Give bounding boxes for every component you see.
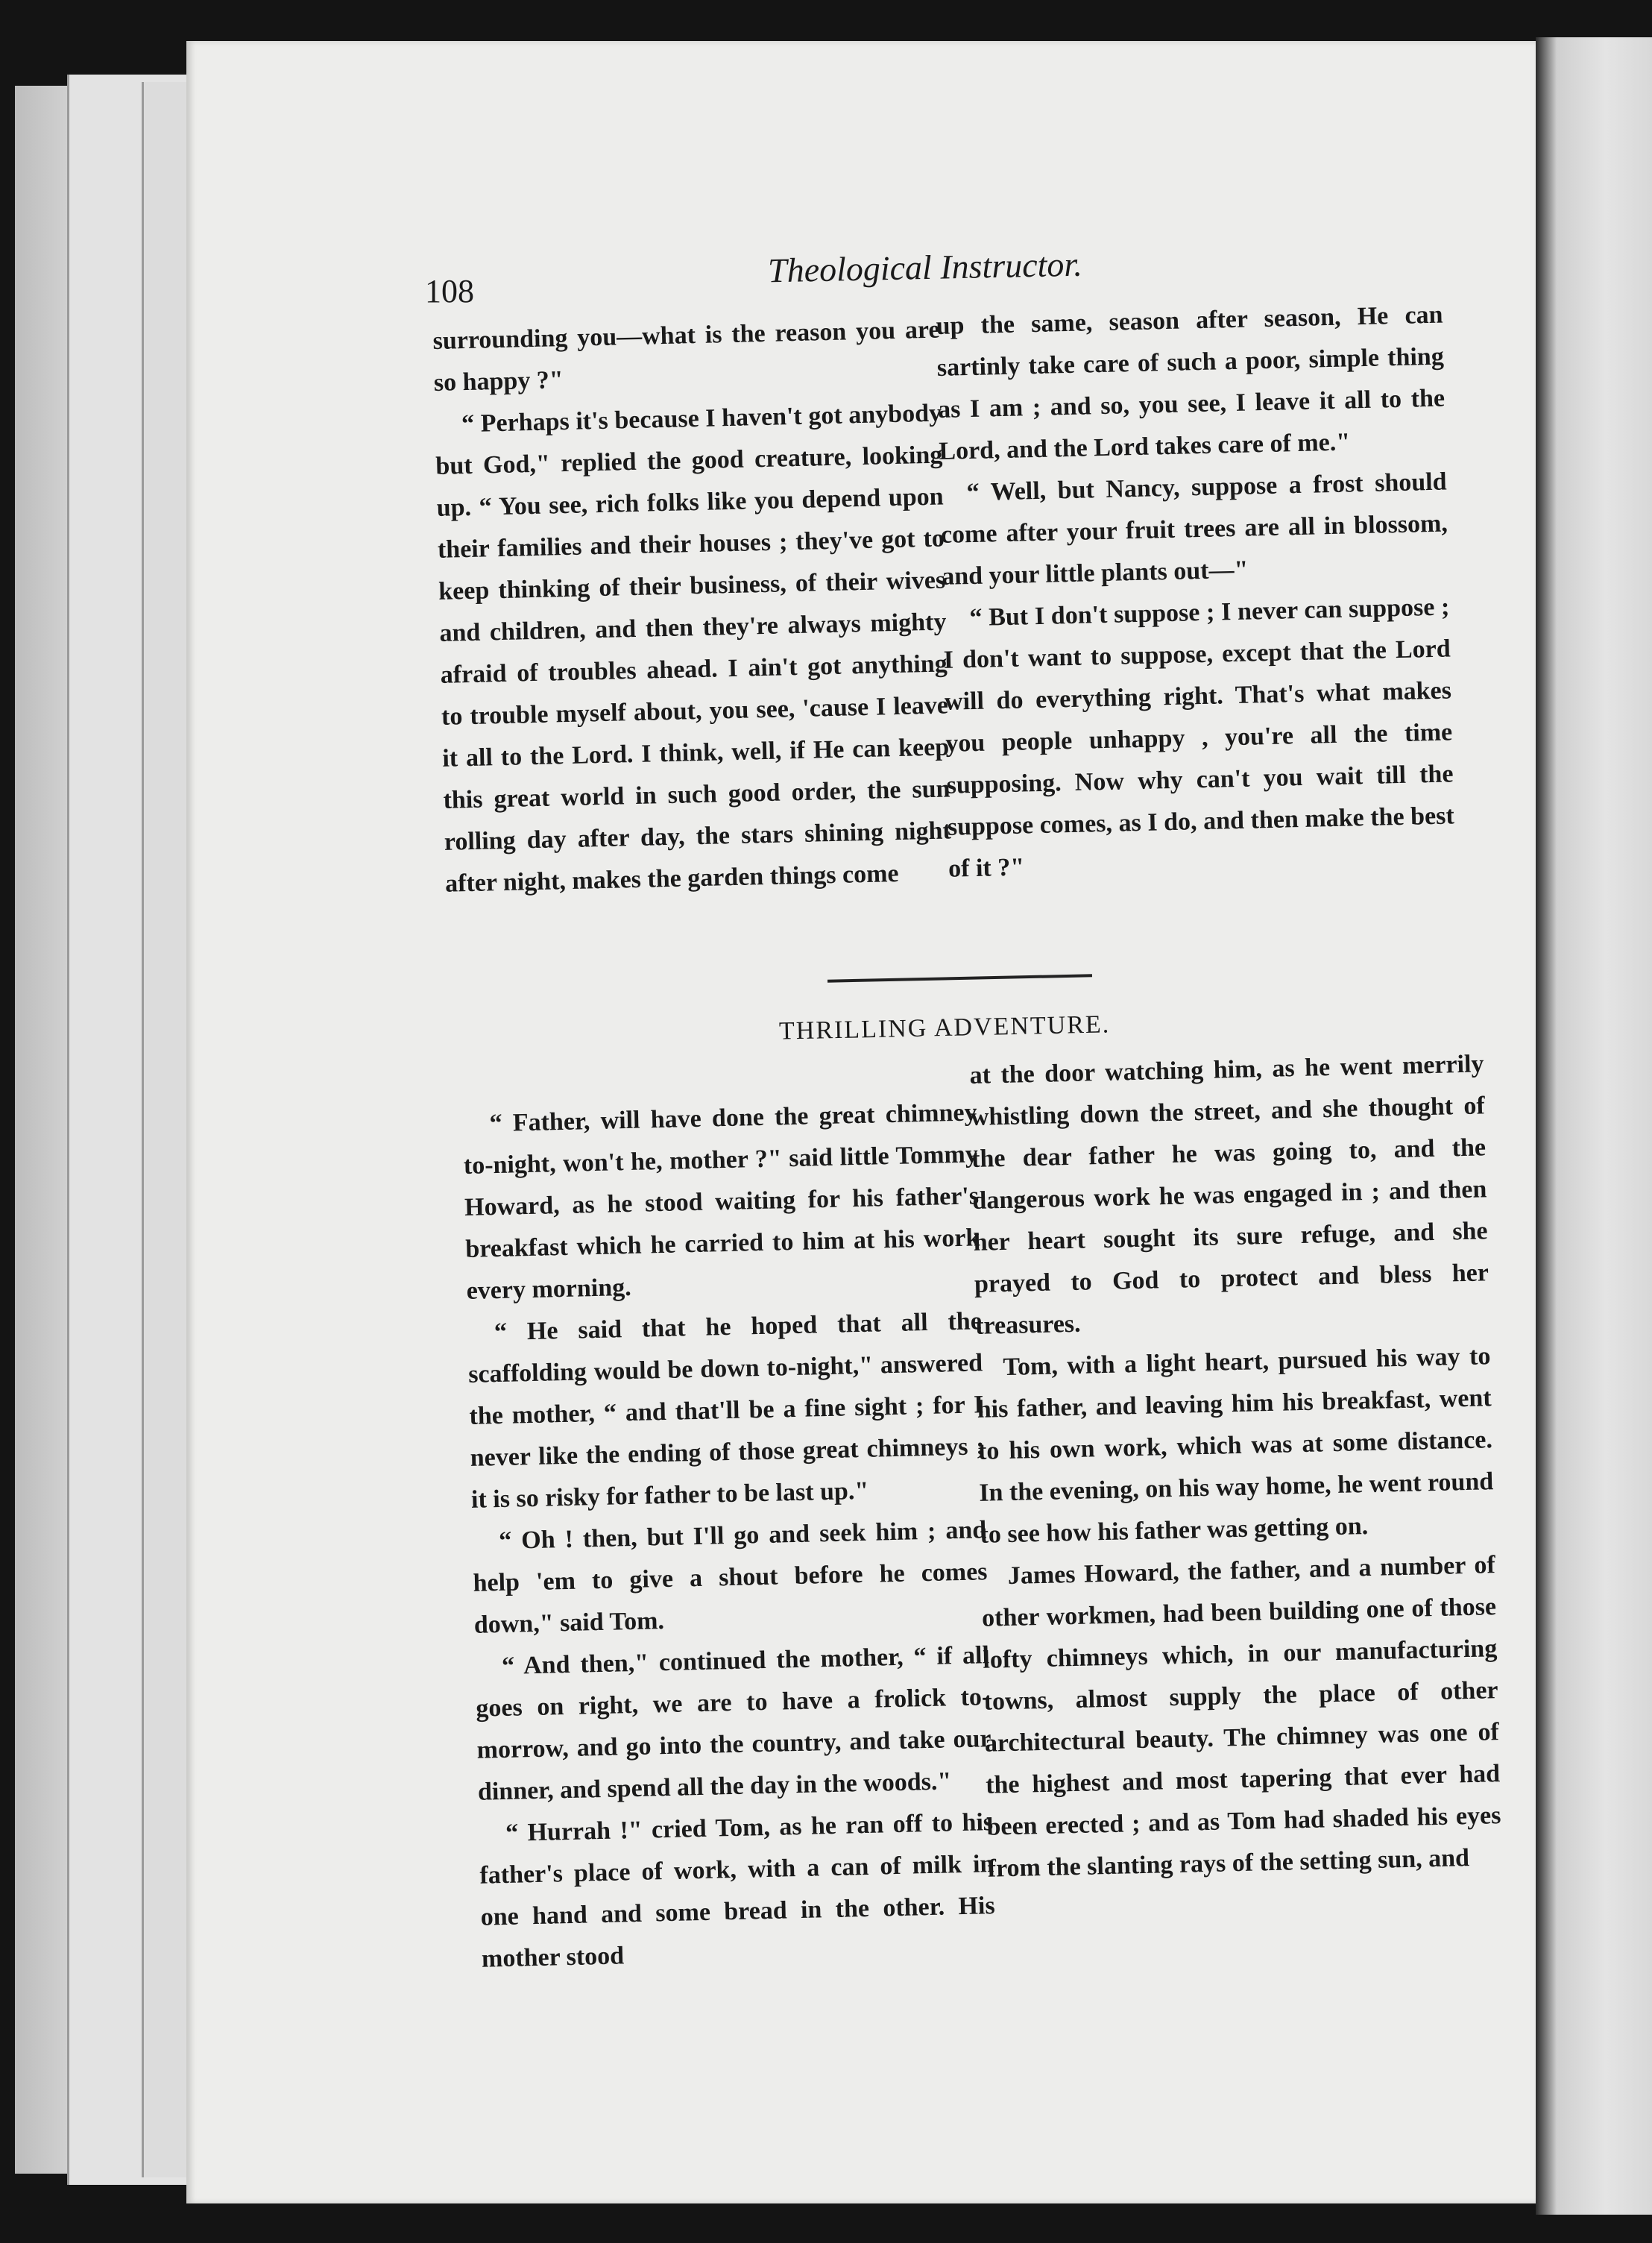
column-bottom-left	[462, 1092, 997, 1980]
paragraph: at the door watching him, as he went merrily whistling down the street, and she thought of the dear father he was going to, and the dangerous work he was engaged in ; and then her heart sought its sure refuge, and she prayed to God to protect and bless her treasures.	[969, 1050, 1489, 1340]
page-number: 108	[425, 273, 474, 309]
paragraph: “ Perhaps it's because I haven't got anybody but God," replied the good creature, looking up. “ You see, rich folks like you depend upon their families and their houses ; they've got to keep thinking of their business, of their wives and children, and then they're always mighty afraid of troubles ahead. I ain't got anything to trouble myself about, you see, 'cause I leave it all to the Lord. I think, well, if He can keep this great world in such good order, the sun rolling day after day, the stars shining night after night, makes the garden things come	[435, 399, 952, 898]
paragraph: “ Father, will have done the great chimney to-night, won't he, mother ?" said little Tommy Howard, as he stood waiting for his father's breakfast which he carried to him at his work every morning.	[463, 1098, 980, 1305]
paragraph: James Howard, the father, and a number of other workmen, had been building one of those lofty chimneys which, in our manufacturing towns, almost supply the place of other architectural beauty. The chimney was one of the highest and most tapering that ever had been erected ; and as Tom had shaded his eyes from the slanting rays of the setting sun, and	[981, 1551, 1501, 1883]
paragraph: “ Well, but Nancy, suppose a frost should come after your fruit trees are all in blossom, and your little plants out—"	[940, 468, 1448, 591]
paragraph: “ Hurrah !" cried Tom, as he ran off to his father's place of work, with a can of milk in one hand and some bread in the other. His mother stood	[479, 1808, 996, 1973]
paragraph: “ And then," continued the mother, “ if all goes on right, we are to have a frolick to-morrow, and go into the country, and take our dinner, and spend all the day in the woods."	[475, 1641, 991, 1806]
paragraph: surrounding you—what is the reason you are so happy ?"	[432, 315, 940, 397]
paragraph: Tom, with a light heart, pursued his way to his father, and leaving him his breakfast, went to his own work, which was at some distance. In the evening, on his way home, he went round to see how his father was getting on.	[977, 1342, 1494, 1549]
column-top-left	[432, 309, 953, 905]
paragraph: “ He said that he hoped that all the scaffolding would be down to-night," answered the mother, “ and that'll be a fine sight ; for I never like the ending of those great chimneys ; it is so risky for father to be last up."	[467, 1307, 986, 1514]
column-bottom-right	[969, 1043, 1502, 1890]
running-head: Theological Instructor.	[767, 245, 1083, 290]
paragraph: “ Oh ! then, but I'll go and seek him ; and help 'em to give a shout before he comes down," said Tom.	[473, 1516, 988, 1639]
section-title: THRILLING ADVENTURE.	[778, 1010, 1111, 1045]
column-top-right	[936, 295, 1456, 890]
paragraph: “ But I don't suppose ; I never can suppose ; I don't want to suppose, except that the Lord will do everything right. That's what makes you people unhappy , you're all the time supposing. Now why can't you wait till the suppose comes, as I do, and then make the best of it ?"	[943, 593, 1455, 883]
paragraph: up the same, season after season, He can sartinly take care of such a poor, simple thing as I am ; and so, you see, I leave it all to the Lord, and the Lord takes care of me."	[936, 301, 1446, 465]
facing-page-edge	[1536, 37, 1652, 2215]
